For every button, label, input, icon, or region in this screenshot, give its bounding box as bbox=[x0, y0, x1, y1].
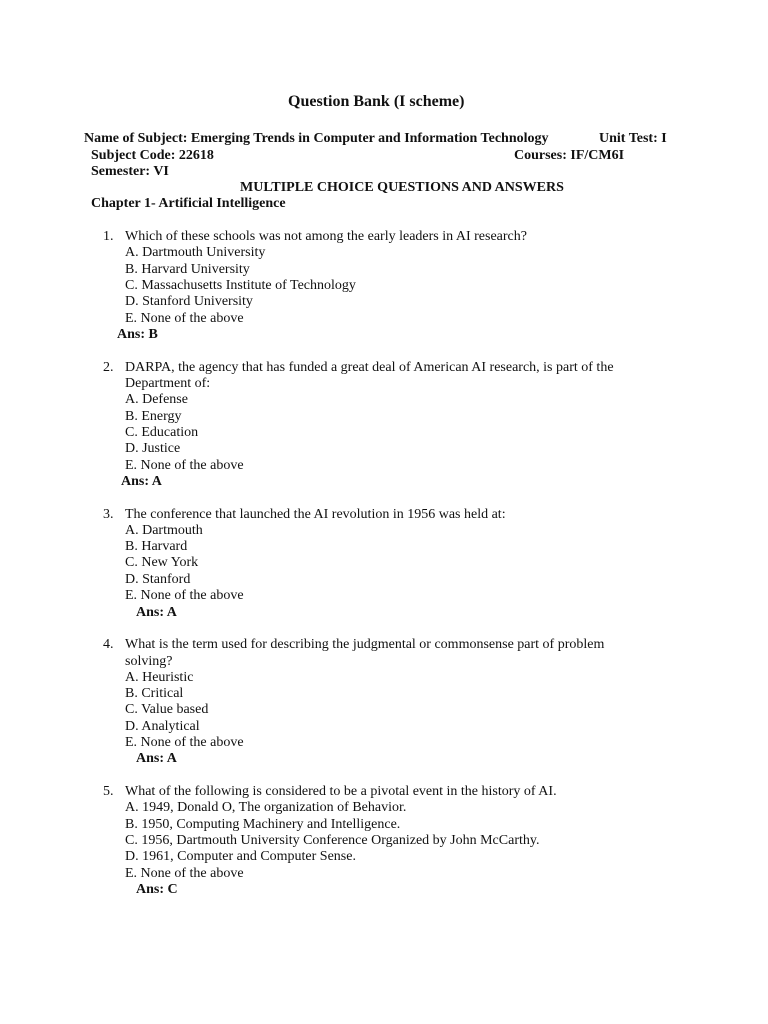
answer: Ans: B bbox=[117, 327, 158, 342]
option: C. Value based bbox=[125, 702, 209, 717]
question-number: 2. bbox=[103, 360, 114, 375]
option: C. Massachusetts Institute of Technology bbox=[125, 278, 356, 293]
semester: Semester: VI bbox=[91, 164, 169, 179]
section-heading: MULTIPLE CHOICE QUESTIONS AND ANSWERS bbox=[240, 180, 564, 195]
option: B. 1950, Computing Machinery and Intelligence. bbox=[125, 817, 401, 832]
option: E. None of the above bbox=[125, 866, 244, 881]
courses: Courses: IF/CM6I bbox=[514, 148, 625, 163]
page-title: Question Bank (I scheme) bbox=[288, 93, 465, 110]
question-text: The conference that launched the AI revolution in 1956 was held at: bbox=[125, 507, 506, 522]
question-text-cont: solving? bbox=[125, 654, 173, 669]
option: B. Critical bbox=[125, 686, 184, 701]
option: E. None of the above bbox=[125, 458, 244, 473]
option: A. Dartmouth University bbox=[125, 245, 266, 260]
question-number: 3. bbox=[103, 507, 114, 522]
option: B. Harvard University bbox=[125, 262, 250, 277]
option: E. None of the above bbox=[125, 735, 244, 750]
question-text: What of the following is considered to be a pivotal event in the history of AI. bbox=[125, 784, 557, 799]
option: D. Stanford University bbox=[125, 294, 253, 309]
question-number: 5. bbox=[103, 784, 114, 799]
option: C. New York bbox=[125, 555, 199, 570]
subject-name: Name of Subject: Emerging Trends in Computer and Information Technology bbox=[84, 131, 549, 146]
question-number: 1. bbox=[103, 229, 114, 244]
option: C. 1956, Dartmouth University Conference Organized by John McCarthy. bbox=[125, 833, 540, 848]
answer: Ans: A bbox=[136, 751, 177, 766]
unit-test: Unit Test: I bbox=[599, 131, 667, 146]
question-text: DARPA, the agency that has funded a great deal of American AI research, is part of the bbox=[125, 360, 614, 375]
question-number: 4. bbox=[103, 637, 114, 652]
answer: Ans: C bbox=[136, 882, 178, 897]
question-text: Which of these schools was not among the early leaders in AI research? bbox=[125, 229, 527, 244]
option: A. Defense bbox=[125, 392, 188, 407]
option: A. Dartmouth bbox=[125, 523, 203, 538]
question-text-cont: Department of: bbox=[125, 376, 211, 391]
option: B. Energy bbox=[125, 409, 182, 424]
option: A. 1949, Donald O, The organization of Behavior. bbox=[125, 800, 407, 815]
option: B. Harvard bbox=[125, 539, 188, 554]
answer: Ans: A bbox=[121, 474, 162, 489]
option: E. None of the above bbox=[125, 311, 244, 326]
answer: Ans: A bbox=[136, 605, 177, 620]
option: D. 1961, Computer and Computer Sense. bbox=[125, 849, 356, 864]
question-text: What is the term used for describing the judgmental or commonsense part of problem bbox=[125, 637, 605, 652]
option: A. Heuristic bbox=[125, 670, 194, 685]
option: D. Justice bbox=[125, 441, 181, 456]
chapter-heading: Chapter 1- Artificial Intelligence bbox=[91, 196, 286, 211]
option: D. Stanford bbox=[125, 572, 191, 587]
subject-code: Subject Code: 22618 bbox=[91, 148, 214, 163]
option: C. Education bbox=[125, 425, 199, 440]
option: E. None of the above bbox=[125, 588, 244, 603]
option: D. Analytical bbox=[125, 719, 200, 734]
